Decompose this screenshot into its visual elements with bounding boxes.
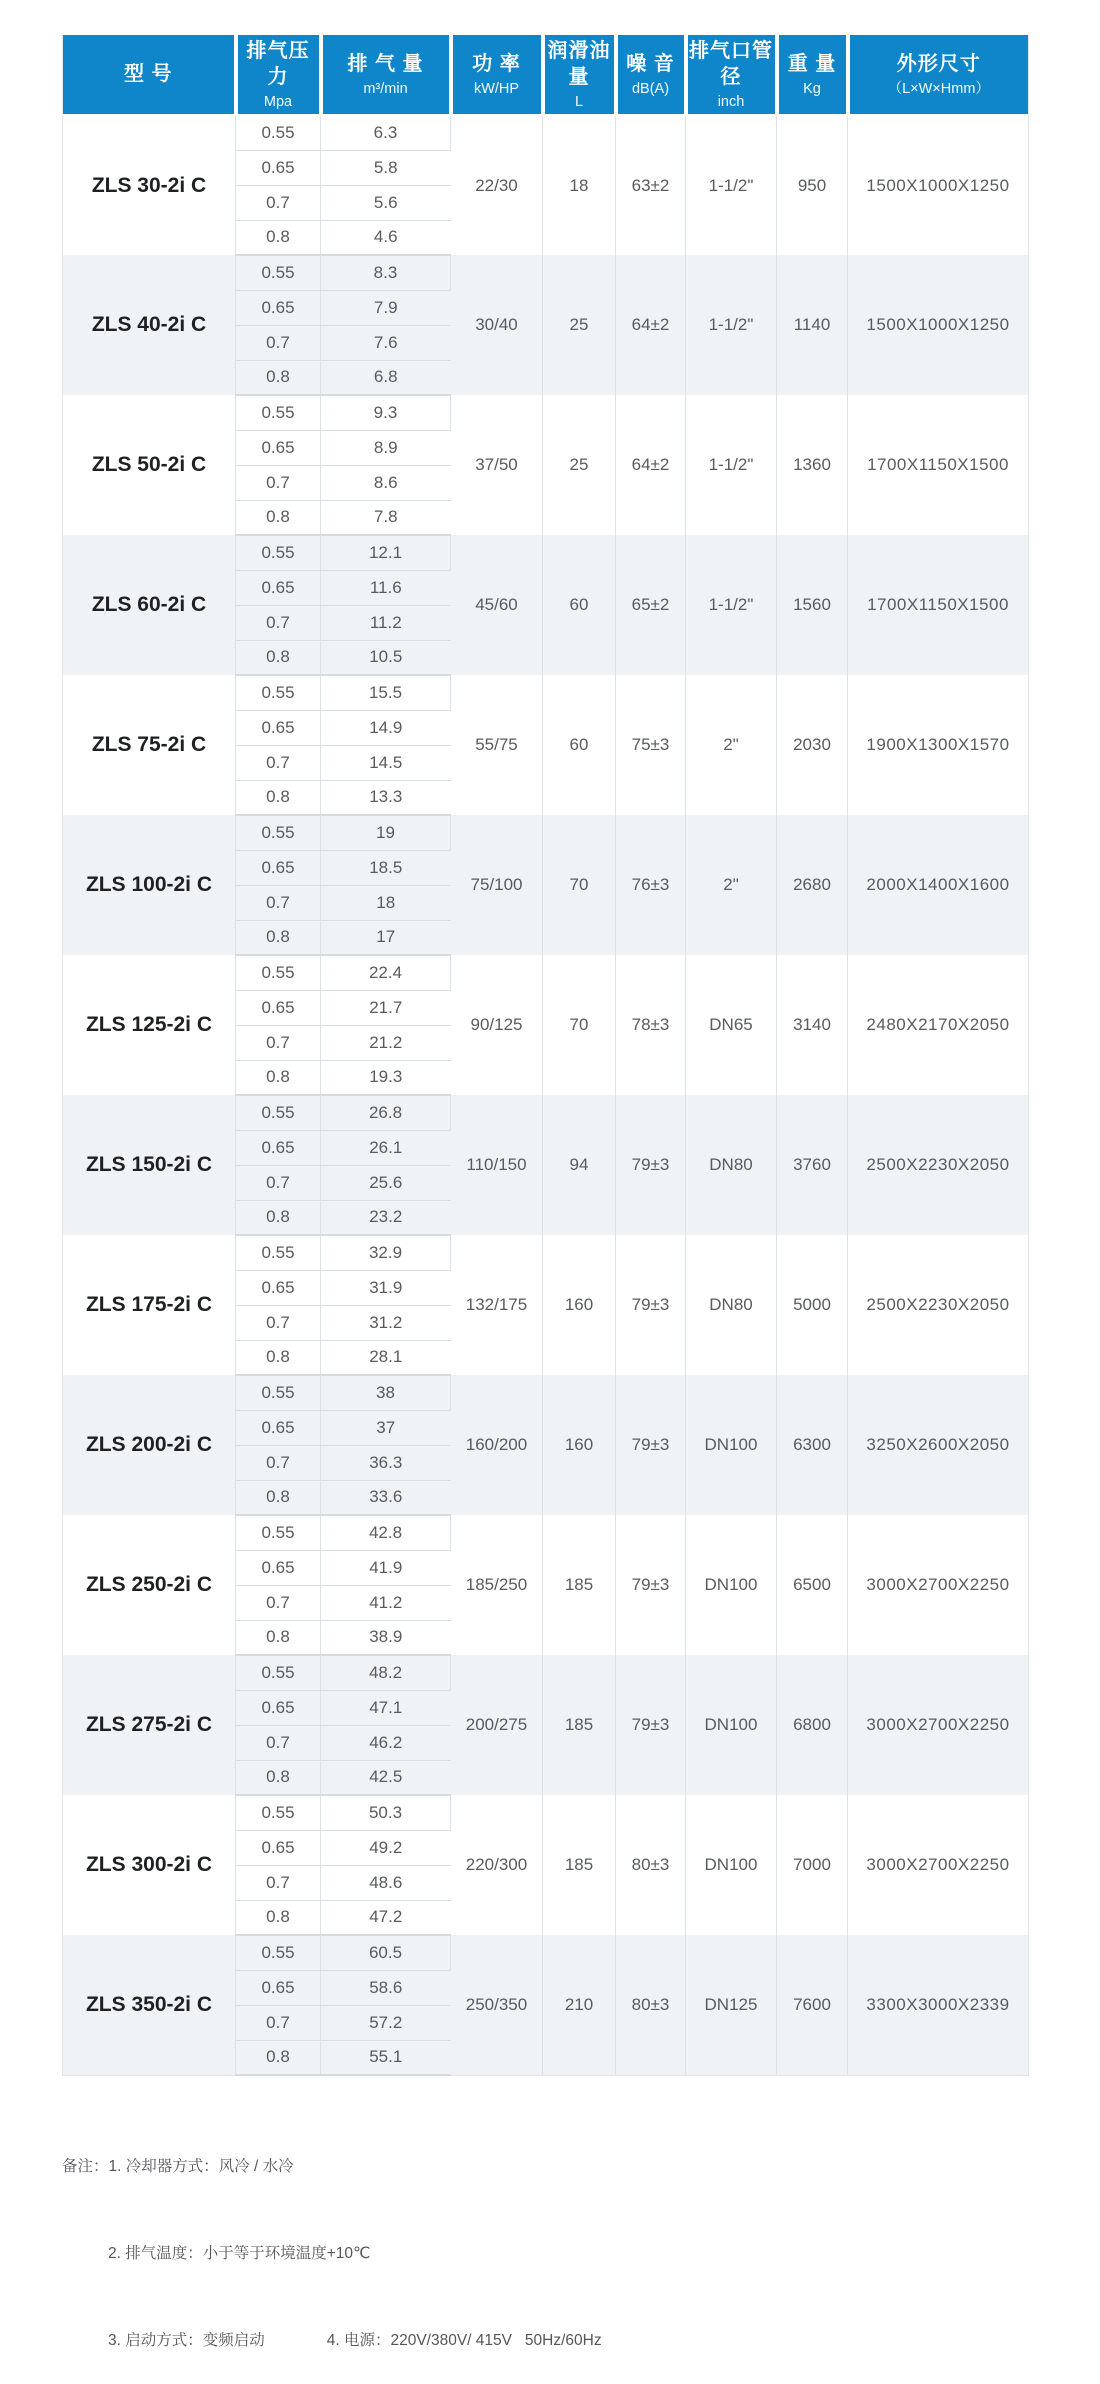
oil-cell: 160 xyxy=(543,1375,616,1515)
table-row xyxy=(63,535,1029,570)
table-row xyxy=(63,675,1029,710)
pressure-cell: 0.7 xyxy=(236,885,321,920)
model-cell: ZLS 150-2i C xyxy=(63,1095,236,1235)
table-row xyxy=(63,1515,1029,1550)
header-title: 噪 音 xyxy=(626,52,675,75)
power-cell: 185/250 xyxy=(451,1515,543,1655)
header-title: 排 气 量 xyxy=(347,52,424,75)
power-cell: 30/40 xyxy=(451,255,543,395)
oil-cell: 70 xyxy=(543,955,616,1095)
flow-cell: 26.8 xyxy=(321,1095,451,1130)
oil-cell: 25 xyxy=(543,255,616,395)
flow-cell: 5.8 xyxy=(321,150,451,185)
table-header xyxy=(63,35,1029,115)
pressure-cell: 0.65 xyxy=(236,430,321,465)
flow-cell: 19.3 xyxy=(321,1060,451,1095)
flow-cell: 8.6 xyxy=(321,465,451,500)
pressure-cell: 0.65 xyxy=(236,1130,321,1165)
noise-cell: 78±3 xyxy=(616,955,686,1095)
pressure-cell: 0.8 xyxy=(236,1340,321,1375)
weight-cell: 3140 xyxy=(777,955,848,1095)
flow-cell: 50.3 xyxy=(321,1795,451,1830)
table-row xyxy=(63,1095,1029,1130)
notes-label: 备注： xyxy=(62,2158,109,2175)
header-col-dimensions xyxy=(848,35,1029,115)
flow-cell: 23.2 xyxy=(321,1200,451,1235)
table-row xyxy=(63,1655,1029,1690)
flow-cell: 57.2 xyxy=(321,2005,451,2040)
noise-cell: 79±3 xyxy=(616,1375,686,1515)
pressure-cell: 0.8 xyxy=(236,360,321,395)
flow-cell: 36.3 xyxy=(321,1445,451,1480)
power-cell: 75/100 xyxy=(451,815,543,955)
pipe-cell: 1-1/2" xyxy=(686,115,777,255)
flow-cell: 48.2 xyxy=(321,1655,451,1690)
flow-cell: 55.1 xyxy=(321,2040,451,2075)
header-sub: Kg xyxy=(803,80,821,97)
power-cell: 110/150 xyxy=(451,1095,543,1235)
oil-cell: 160 xyxy=(543,1235,616,1375)
footnotes xyxy=(62,2094,602,2384)
model-cell: ZLS 350-2i C xyxy=(63,1935,236,2075)
pressure-cell: 0.7 xyxy=(236,465,321,500)
noise-cell: 79±3 xyxy=(616,1655,686,1795)
table-row xyxy=(63,1935,1029,1970)
flow-cell: 7.9 xyxy=(321,290,451,325)
power-cell: 37/50 xyxy=(451,395,543,535)
noise-cell: 75±3 xyxy=(616,675,686,815)
flow-cell: 60.5 xyxy=(321,1935,451,1970)
flow-cell: 13.3 xyxy=(321,780,451,815)
flow-cell: 21.2 xyxy=(321,1025,451,1060)
pressure-cell: 0.65 xyxy=(236,1410,321,1445)
flow-cell: 49.2 xyxy=(321,1830,451,1865)
pressure-cell: 0.65 xyxy=(236,570,321,605)
oil-cell: 60 xyxy=(543,675,616,815)
table-row xyxy=(63,1795,1029,1830)
oil-cell: 18 xyxy=(543,115,616,255)
dimensions-cell: 3000X2700X2250 xyxy=(848,1655,1029,1795)
flow-cell: 6.3 xyxy=(321,115,451,150)
model-cell: ZLS 50-2i C xyxy=(63,395,236,535)
dimensions-cell: 1500X1000X1250 xyxy=(848,255,1029,395)
weight-cell: 6300 xyxy=(777,1375,848,1515)
flow-cell: 12.1 xyxy=(321,535,451,570)
pipe-cell: 2" xyxy=(686,815,777,955)
pressure-cell: 0.8 xyxy=(236,1480,321,1515)
flow-cell: 31.2 xyxy=(321,1305,451,1340)
pressure-cell: 0.7 xyxy=(236,1725,321,1760)
pressure-cell: 0.8 xyxy=(236,920,321,955)
pressure-cell: 0.55 xyxy=(236,1935,321,1970)
flow-cell: 32.9 xyxy=(321,1235,451,1270)
flow-cell: 4.6 xyxy=(321,220,451,255)
header-col-oil xyxy=(543,35,616,115)
flow-cell: 11.6 xyxy=(321,570,451,605)
note-item-2: 2. 排气温度：小于等于环境温度+10℃ xyxy=(108,2245,371,2262)
power-cell: 55/75 xyxy=(451,675,543,815)
pipe-cell: DN80 xyxy=(686,1095,777,1235)
flow-cell: 48.6 xyxy=(321,1865,451,1900)
model-cell: ZLS 100-2i C xyxy=(63,815,236,955)
weight-cell: 1360 xyxy=(777,395,848,535)
pipe-cell: DN80 xyxy=(686,1235,777,1375)
flow-cell: 33.6 xyxy=(321,1480,451,1515)
header-title: 排气压力 xyxy=(246,39,310,88)
dimensions-cell: 3250X2600X2050 xyxy=(848,1375,1029,1515)
pressure-cell: 0.7 xyxy=(236,1025,321,1060)
flow-cell: 38 xyxy=(321,1375,451,1410)
weight-cell: 7000 xyxy=(777,1795,848,1935)
dimensions-cell: 2000X1400X1600 xyxy=(848,815,1029,955)
note-item-1: 1. 冷却器方式：风冷 / 水冷 xyxy=(108,2158,294,2175)
pipe-cell: 2" xyxy=(686,675,777,815)
pipe-cell: DN100 xyxy=(686,1795,777,1935)
flow-cell: 46.2 xyxy=(321,1725,451,1760)
pipe-cell: DN100 xyxy=(686,1515,777,1655)
weight-cell: 5000 xyxy=(777,1235,848,1375)
pipe-cell: DN100 xyxy=(686,1375,777,1515)
oil-cell: 210 xyxy=(543,1935,616,2075)
pressure-cell: 0.8 xyxy=(236,640,321,675)
note-line-2 xyxy=(62,2239,602,2268)
flow-cell: 41.9 xyxy=(321,1550,451,1585)
pressure-cell: 0.65 xyxy=(236,1690,321,1725)
pressure-cell: 0.55 xyxy=(236,1235,321,1270)
pressure-cell: 0.55 xyxy=(236,1095,321,1130)
pipe-cell: 1-1/2" xyxy=(686,535,777,675)
flow-cell: 19 xyxy=(321,815,451,850)
oil-cell: 185 xyxy=(543,1795,616,1935)
flow-cell: 17 xyxy=(321,920,451,955)
header-col-noise xyxy=(616,35,686,115)
note-line-3 xyxy=(62,2326,602,2355)
pressure-cell: 0.65 xyxy=(236,290,321,325)
model-cell: ZLS 40-2i C xyxy=(63,255,236,395)
pressure-cell: 0.8 xyxy=(236,1200,321,1235)
header-sub: L xyxy=(574,93,584,110)
dimensions-cell: 3300X3000X2339 xyxy=(848,1935,1029,2075)
flow-cell: 7.6 xyxy=(321,325,451,360)
flow-cell: 10.5 xyxy=(321,640,451,675)
pressure-cell: 0.65 xyxy=(236,1270,321,1305)
dimensions-cell: 1700X1150X1500 xyxy=(848,395,1029,535)
dimensions-cell: 2480X2170X2050 xyxy=(848,955,1029,1095)
power-cell: 160/200 xyxy=(451,1375,543,1515)
pressure-cell: 0.7 xyxy=(236,1445,321,1480)
power-cell: 90/125 xyxy=(451,955,543,1095)
flow-cell: 18.5 xyxy=(321,850,451,885)
spec-table-body xyxy=(63,115,1029,2075)
header-sub: Mpa xyxy=(263,93,293,110)
note-item-3: 3. 启动方式：变频启动 xyxy=(108,2332,265,2349)
pressure-cell: 0.55 xyxy=(236,115,321,150)
pipe-cell: 1-1/2" xyxy=(686,255,777,395)
header-title: 润滑油量 xyxy=(547,39,611,88)
weight-cell: 950 xyxy=(777,115,848,255)
header-row xyxy=(63,35,1029,115)
dimensions-cell: 3000X2700X2250 xyxy=(848,1795,1029,1935)
header-title: 外形尺寸 xyxy=(896,52,981,75)
flow-cell: 26.1 xyxy=(321,1130,451,1165)
weight-cell: 1560 xyxy=(777,535,848,675)
pressure-cell: 0.65 xyxy=(236,150,321,185)
pressure-cell: 0.8 xyxy=(236,1060,321,1095)
flow-cell: 21.7 xyxy=(321,990,451,1025)
flow-cell: 42.5 xyxy=(321,1760,451,1795)
header-sub: kW/HP xyxy=(473,80,520,97)
pressure-cell: 0.8 xyxy=(236,2040,321,2075)
flow-cell: 28.1 xyxy=(321,1340,451,1375)
noise-cell: 79±3 xyxy=(616,1515,686,1655)
model-cell: ZLS 125-2i C xyxy=(63,955,236,1095)
oil-cell: 70 xyxy=(543,815,616,955)
pressure-cell: 0.55 xyxy=(236,535,321,570)
header-col-pipe xyxy=(686,35,777,115)
header-sub: dB(A) xyxy=(631,80,670,97)
table-row xyxy=(63,395,1029,430)
dimensions-cell: 1700X1150X1500 xyxy=(848,535,1029,675)
flow-cell: 38.9 xyxy=(321,1620,451,1655)
noise-cell: 79±3 xyxy=(616,1235,686,1375)
weight-cell: 7600 xyxy=(777,1935,848,2075)
flow-cell: 18 xyxy=(321,885,451,920)
power-cell: 22/30 xyxy=(451,115,543,255)
pressure-cell: 0.55 xyxy=(236,1375,321,1410)
note-line-1 xyxy=(62,2152,602,2181)
table-row xyxy=(63,815,1029,850)
header-col-model xyxy=(63,35,236,115)
power-cell: 132/175 xyxy=(451,1235,543,1375)
note-item-4: 4. 电源：220V/380V/ 415V 50Hz/60Hz xyxy=(326,2332,602,2349)
flow-cell: 47.2 xyxy=(321,1900,451,1935)
flow-cell: 42.8 xyxy=(321,1515,451,1550)
pipe-cell: 1-1/2" xyxy=(686,395,777,535)
weight-cell: 1140 xyxy=(777,255,848,395)
pressure-cell: 0.55 xyxy=(236,815,321,850)
flow-cell: 5.6 xyxy=(321,185,451,220)
table-row xyxy=(63,1375,1029,1410)
power-cell: 200/275 xyxy=(451,1655,543,1795)
pressure-cell: 0.55 xyxy=(236,255,321,290)
flow-cell: 9.3 xyxy=(321,395,451,430)
header-col-power xyxy=(451,35,543,115)
header-col-pressure xyxy=(236,35,321,115)
pressure-cell: 0.7 xyxy=(236,1865,321,1900)
header-col-flow xyxy=(321,35,451,115)
oil-cell: 185 xyxy=(543,1655,616,1795)
pressure-cell: 0.7 xyxy=(236,745,321,780)
pressure-cell: 0.65 xyxy=(236,710,321,745)
pressure-cell: 0.7 xyxy=(236,325,321,360)
model-cell: ZLS 60-2i C xyxy=(63,535,236,675)
header-title: 排气口管径 xyxy=(689,39,773,88)
header-sub: （L×W×Hmm） xyxy=(887,80,990,97)
flow-cell: 15.5 xyxy=(321,675,451,710)
pressure-cell: 0.8 xyxy=(236,1900,321,1935)
header-sub: m³/min xyxy=(363,80,408,97)
pipe-cell: DN125 xyxy=(686,1935,777,2075)
flow-cell: 8.3 xyxy=(321,255,451,290)
pressure-cell: 0.55 xyxy=(236,1795,321,1830)
dimensions-cell: 1900X1300X1570 xyxy=(848,675,1029,815)
flow-cell: 37 xyxy=(321,1410,451,1445)
model-cell: ZLS 30-2i C xyxy=(63,115,236,255)
weight-cell: 6800 xyxy=(777,1655,848,1795)
flow-cell: 58.6 xyxy=(321,1970,451,2005)
pressure-cell: 0.7 xyxy=(236,1165,321,1200)
pressure-cell: 0.65 xyxy=(236,1550,321,1585)
header-title: 型 号 xyxy=(123,62,173,85)
flow-cell: 8.9 xyxy=(321,430,451,465)
weight-cell: 3760 xyxy=(777,1095,848,1235)
noise-cell: 65±2 xyxy=(616,535,686,675)
noise-cell: 80±3 xyxy=(616,1795,686,1935)
power-cell: 250/350 xyxy=(451,1935,543,2075)
header-title: 重 量 xyxy=(787,52,837,75)
flow-cell: 6.8 xyxy=(321,360,451,395)
model-cell: ZLS 200-2i C xyxy=(63,1375,236,1515)
noise-cell: 64±2 xyxy=(616,255,686,395)
model-cell: ZLS 75-2i C xyxy=(63,675,236,815)
dimensions-cell: 2500X2230X2050 xyxy=(848,1095,1029,1235)
flow-cell: 11.2 xyxy=(321,605,451,640)
flow-cell: 41.2 xyxy=(321,1585,451,1620)
noise-cell: 80±3 xyxy=(616,1935,686,2075)
noise-cell: 64±2 xyxy=(616,395,686,535)
noise-cell: 79±3 xyxy=(616,1095,686,1235)
pressure-cell: 0.8 xyxy=(236,1620,321,1655)
power-cell: 220/300 xyxy=(451,1795,543,1935)
noise-cell: 76±3 xyxy=(616,815,686,955)
oil-cell: 185 xyxy=(543,1515,616,1655)
flow-cell: 22.4 xyxy=(321,955,451,990)
model-cell: ZLS 175-2i C xyxy=(63,1235,236,1375)
pressure-cell: 0.7 xyxy=(236,2005,321,2040)
pressure-cell: 0.55 xyxy=(236,1655,321,1690)
flow-cell: 25.6 xyxy=(321,1165,451,1200)
table-row xyxy=(63,955,1029,990)
pressure-cell: 0.7 xyxy=(236,185,321,220)
pressure-cell: 0.55 xyxy=(236,395,321,430)
flow-cell: 14.9 xyxy=(321,710,451,745)
weight-cell: 2680 xyxy=(777,815,848,955)
pressure-cell: 0.65 xyxy=(236,990,321,1025)
pressure-cell: 0.8 xyxy=(236,780,321,815)
table-row xyxy=(63,1235,1029,1270)
header-sub: inch xyxy=(717,93,745,110)
header-col-weight xyxy=(777,35,848,115)
pressure-cell: 0.7 xyxy=(236,1585,321,1620)
pressure-cell: 0.7 xyxy=(236,605,321,640)
table-row xyxy=(63,255,1029,290)
pressure-cell: 0.8 xyxy=(236,500,321,535)
power-cell: 45/60 xyxy=(451,535,543,675)
compressor-spec-table xyxy=(62,35,1029,2076)
pressure-cell: 0.55 xyxy=(236,1515,321,1550)
flow-cell: 7.8 xyxy=(321,500,451,535)
model-cell: ZLS 275-2i C xyxy=(63,1655,236,1795)
model-cell: ZLS 300-2i C xyxy=(63,1795,236,1935)
pressure-cell: 0.65 xyxy=(236,1830,321,1865)
pressure-cell: 0.55 xyxy=(236,955,321,990)
dimensions-cell: 3000X2700X2250 xyxy=(848,1515,1029,1655)
model-cell: ZLS 250-2i C xyxy=(63,1515,236,1655)
oil-cell: 25 xyxy=(543,395,616,535)
pressure-cell: 0.8 xyxy=(236,220,321,255)
pressure-cell: 0.65 xyxy=(236,850,321,885)
flow-cell: 31.9 xyxy=(321,1270,451,1305)
pipe-cell: DN100 xyxy=(686,1655,777,1795)
pressure-cell: 0.55 xyxy=(236,675,321,710)
dimensions-cell: 2500X2230X2050 xyxy=(848,1235,1029,1375)
table-row xyxy=(63,115,1029,150)
pressure-cell: 0.65 xyxy=(236,1970,321,2005)
oil-cell: 94 xyxy=(543,1095,616,1235)
weight-cell: 2030 xyxy=(777,675,848,815)
dimensions-cell: 1500X1000X1250 xyxy=(848,115,1029,255)
pressure-cell: 0.8 xyxy=(236,1760,321,1795)
flow-cell: 47.1 xyxy=(321,1690,451,1725)
oil-cell: 60 xyxy=(543,535,616,675)
flow-cell: 14.5 xyxy=(321,745,451,780)
noise-cell: 63±2 xyxy=(616,115,686,255)
pressure-cell: 0.7 xyxy=(236,1305,321,1340)
header-title: 功 率 xyxy=(472,52,521,75)
pipe-cell: DN65 xyxy=(686,955,777,1095)
weight-cell: 6500 xyxy=(777,1515,848,1655)
